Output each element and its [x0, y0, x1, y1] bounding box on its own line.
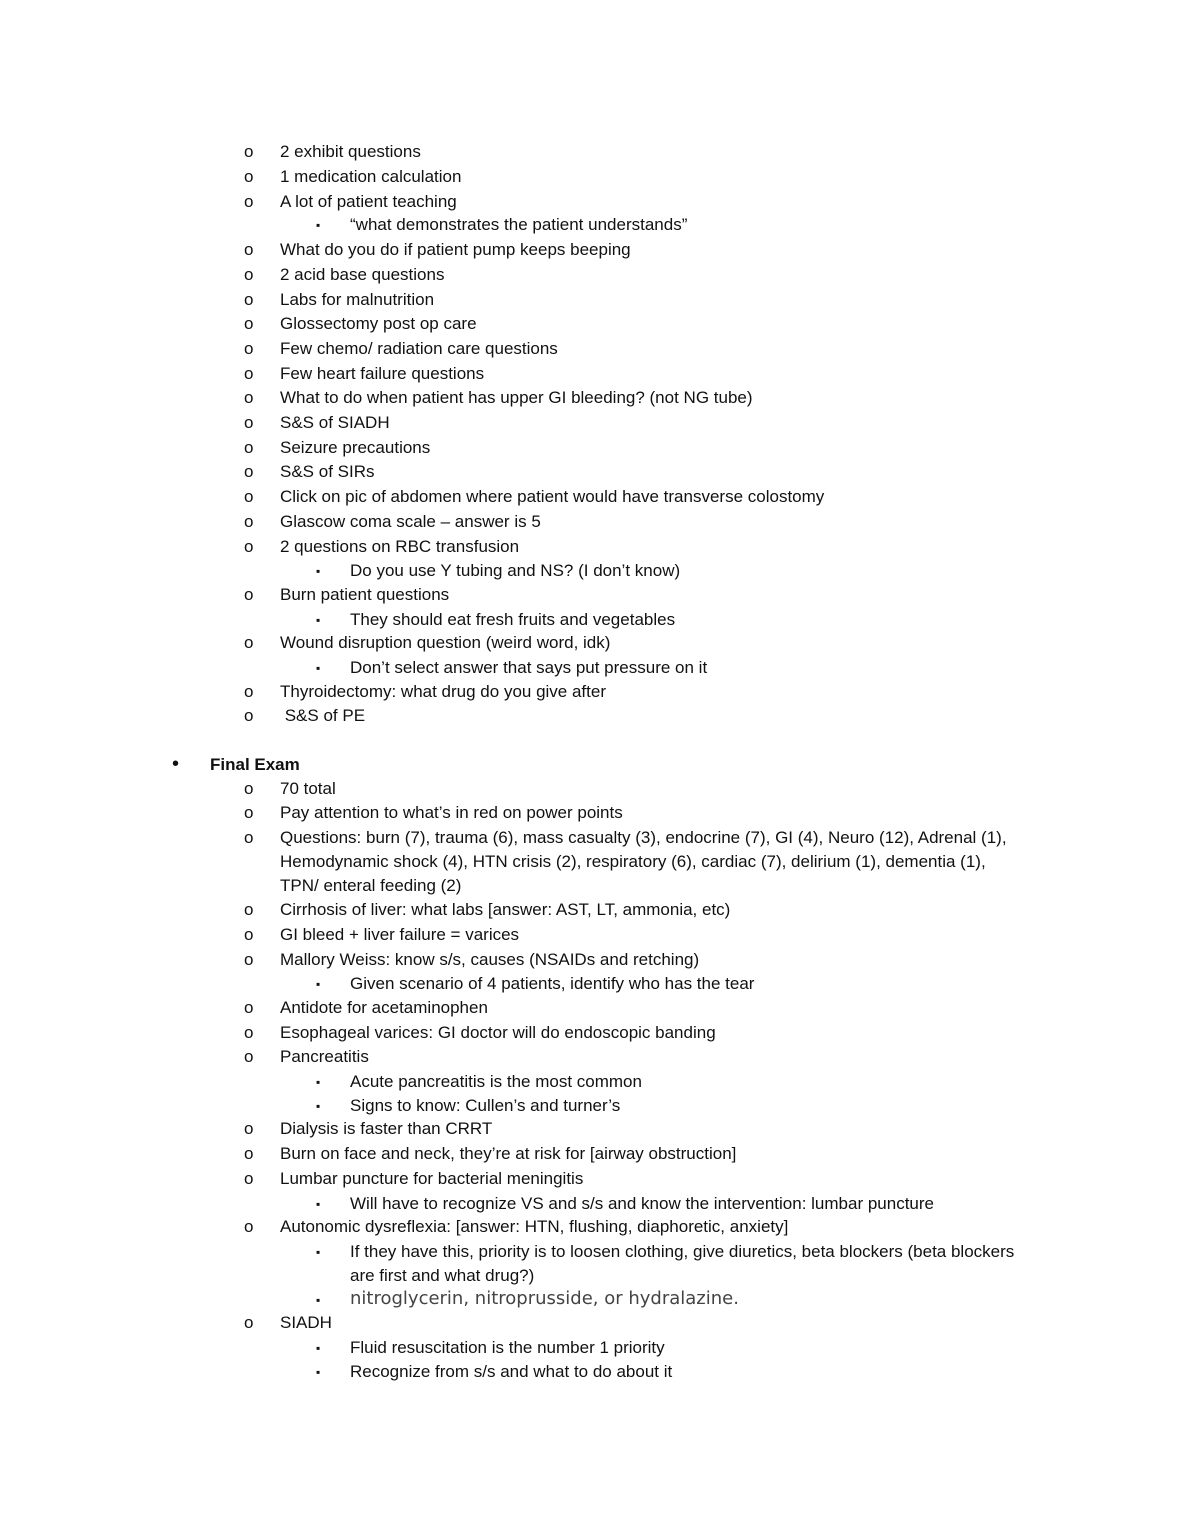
sub-list-marker: ▪: [316, 1365, 321, 1379]
list-item: Dialysis is faster than CRRT: [280, 1119, 493, 1138]
list-item: Mallory Weiss: know s/s, causes (NSAIDs and retching): [280, 950, 700, 969]
list-marker: o: [244, 413, 254, 432]
list-marker: o: [244, 706, 254, 725]
list-marker: o: [244, 585, 254, 604]
sub-list-item: Signs to know: Cullen’s and turner’s: [350, 1096, 621, 1115]
sub-list-marker: ▪: [316, 977, 321, 991]
list-item: 2 exhibit questions: [280, 142, 421, 161]
list-marker: o: [244, 438, 254, 457]
list-item: Esophageal varices: GI doctor will do endoscopic banding: [280, 1023, 716, 1042]
list-marker: o: [244, 265, 254, 284]
list-marker: o: [244, 779, 254, 798]
list-marker: o: [244, 682, 254, 701]
list-marker: o: [244, 950, 254, 969]
sub-list-marker: ▪: [316, 564, 321, 578]
sub-list-item: Will have to recognize VS and s/s and know the intervention: lumbar puncture: [350, 1194, 934, 1213]
list-marker: o: [244, 388, 254, 407]
list-marker: o: [244, 1144, 254, 1163]
list-marker: o: [244, 167, 254, 186]
sub-list-item: “what demonstrates the patient understands”: [350, 215, 688, 234]
list-item: Questions: burn (7), trauma (6), mass casualty (3), endocrine (7), GI (4), Neuro (12), Adrenal (1),: [280, 828, 1007, 847]
list-item: Few heart failure questions: [280, 364, 485, 383]
list-item: 2 acid base questions: [280, 265, 445, 284]
list-marker: o: [244, 1119, 254, 1138]
list-item: S&S of SIRs: [280, 462, 375, 481]
list-marker: o: [244, 998, 254, 1017]
list-marker: o: [244, 537, 254, 556]
list-marker: o: [244, 240, 254, 259]
sub-list-item: Acute pancreatitis is the most common: [350, 1072, 642, 1091]
sub-list-item: Do you use Y tubing and NS? (I don’t know): [350, 561, 681, 580]
list-item: S&S of SIADH: [280, 413, 390, 432]
sub-list-marker: ▪: [316, 1197, 321, 1211]
list-marker: o: [244, 339, 254, 358]
list-item: Seizure precautions: [280, 438, 431, 457]
sub-list-marker: ▪: [316, 1075, 321, 1089]
sub-list-item: Fluid resuscitation is the number 1 priority: [350, 1338, 665, 1357]
sub-list-item: If they have this, priority is to loosen clothing, give diuretics, beta blockers (beta blockers: [350, 1242, 1015, 1261]
sub-list-item: They should eat fresh fruits and vegetables: [350, 610, 676, 629]
list-item: GI bleed + liver failure = varices: [280, 925, 520, 944]
list-item-continuation: TPN/ enteral feeding (2): [280, 876, 462, 895]
sub-list-marker: ▪: [316, 661, 321, 675]
list-item: Pancreatitis: [280, 1047, 369, 1066]
sub-list-marker: ▪: [316, 1293, 321, 1307]
list-marker: o: [244, 290, 254, 309]
list-item-continuation: Hemodynamic shock (4), HTN crisis (2), respiratory (6), cardiac (7), delirium (1), dementia (1),: [280, 852, 986, 871]
list-marker: o: [244, 900, 254, 919]
list-item: Thyroidectomy: what drug do you give after: [280, 682, 606, 701]
bullet-marker: •: [172, 753, 180, 775]
sub-list-item: Given scenario of 4 patients, identify who has the tear: [350, 974, 755, 993]
list-item: 2 questions on RBC transfusion: [280, 537, 520, 556]
list-item: S&S of PE: [280, 706, 366, 725]
list-marker: o: [244, 512, 254, 531]
list-marker: o: [244, 192, 254, 211]
sub-list-item-pasted: nitroglycerin, nitroprusside, or hydralazine.: [350, 1288, 739, 1309]
list-marker: o: [244, 633, 254, 652]
sub-list-marker: ▪: [316, 1245, 321, 1259]
list-item: Wound disruption question (weird word, idk): [280, 633, 611, 652]
list-marker: o: [244, 925, 254, 944]
list-item: SIADH: [280, 1313, 332, 1332]
list-marker: o: [244, 364, 254, 383]
list-item: Click on pic of abdomen where patient would have transverse colostomy: [280, 487, 825, 506]
list-marker: o: [244, 803, 254, 822]
list-item: 1 medication calculation: [280, 167, 462, 186]
sub-list-marker: ▪: [316, 218, 321, 232]
list-item: Burn on face and neck, they’re at risk for [airway obstruction]: [280, 1144, 737, 1163]
list-item: What to do when patient has upper GI bleeding? (not NG tube): [280, 388, 753, 407]
list-item: Autonomic dysreflexia: [answer: HTN, flushing, diaphoretic, anxiety]: [280, 1217, 789, 1236]
sub-list-item-continuation: are first and what drug?): [350, 1266, 535, 1285]
list-item: Pay attention to what’s in red on power points: [280, 803, 623, 822]
list-item: Burn patient questions: [280, 585, 450, 604]
list-item: Cirrhosis of liver: what labs [answer: AST, LT, ammonia, etc): [280, 900, 731, 919]
section-heading-final-exam: Final Exam: [210, 755, 300, 774]
sub-list-item: Don’t select answer that says put pressure on it: [350, 658, 708, 677]
sub-list-marker: ▪: [316, 1099, 321, 1113]
list-marker: o: [244, 1169, 254, 1188]
sub-list-marker: ▪: [316, 1341, 321, 1355]
list-item: 70 total: [280, 779, 336, 798]
list-marker: o: [244, 462, 254, 481]
sub-list-marker: ▪: [316, 613, 321, 627]
list-marker: o: [244, 487, 254, 506]
list-marker: o: [244, 828, 254, 847]
list-item: Antidote for acetaminophen: [280, 998, 488, 1017]
list-item: Glascow coma scale – answer is 5: [280, 512, 541, 531]
list-marker: o: [244, 1023, 254, 1042]
list-item: Labs for malnutrition: [280, 290, 435, 309]
list-item: Few chemo/ radiation care questions: [280, 339, 558, 358]
list-marker: o: [244, 1217, 254, 1236]
list-marker: o: [244, 1047, 254, 1066]
list-marker: o: [244, 1313, 254, 1332]
list-marker: o: [244, 314, 254, 333]
list-item: Lumbar puncture for bacterial meningitis: [280, 1169, 584, 1188]
list-item: Glossectomy post op care: [280, 314, 477, 333]
sub-list-item: Recognize from s/s and what to do about it: [350, 1362, 673, 1381]
list-item: What do you do if patient pump keeps beeping: [280, 240, 631, 259]
list-item: A lot of patient teaching: [280, 192, 457, 211]
list-marker: o: [244, 142, 254, 161]
